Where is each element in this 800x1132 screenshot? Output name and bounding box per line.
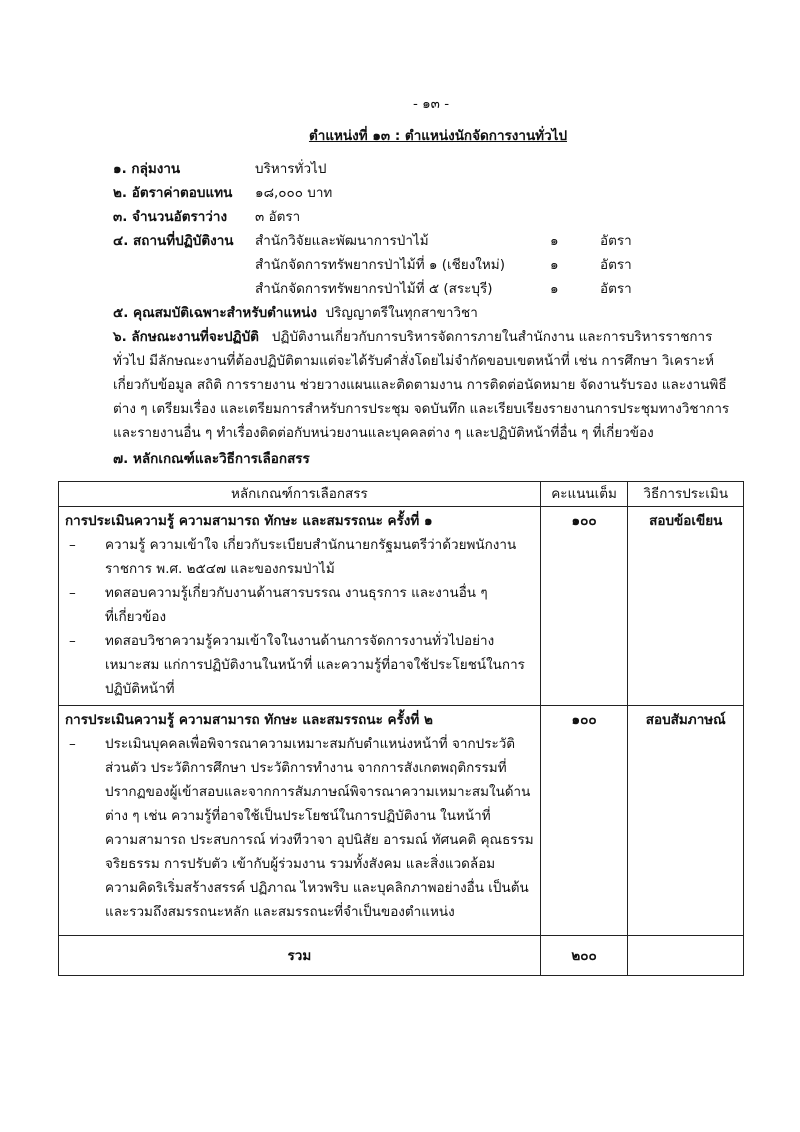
score-cell: ๑๐๐	[540, 706, 628, 936]
bullet-line: ปรากฏของผู้เข้าสอบและจากการสัมภาษณ์พิจารณาความเหมาะสมในด้าน	[105, 784, 531, 800]
method-cell: สอบสัมภาษณ์	[628, 706, 744, 936]
header-method: วิธีการประเมิน	[628, 482, 744, 507]
location-count: ๑	[550, 233, 559, 249]
header-score: คะแนนเต็ม	[540, 482, 628, 507]
pay-label: ๒. อัตราค่าตอบแทน	[113, 185, 233, 201]
dash-marker: –	[69, 633, 76, 649]
bullet-line: ทดสอบความรู้เกี่ยวกับงานด้านสารบรรณ งานธุรการ และงานอื่น ๆ	[105, 585, 488, 601]
group-label: ๑. กลุ่มงาน	[113, 161, 181, 177]
qualification-line	[113, 301, 478, 325]
header-criteria: หลักเกณฑ์การเลือกสรร	[59, 482, 541, 507]
bullet-line: เหมาะสม แก่การปฏิบัติงานในหน้าที่ และความรู้ที่อาจใช้ประโยชน์ในการ	[105, 657, 525, 673]
bullet-line: ส่วนตัว ประวัติการศึกษา ประวัติการทำงาน จากการสังเกตพฤติกรรมที่	[105, 760, 507, 776]
criteria-cell	[59, 507, 541, 706]
dash-marker: –	[69, 537, 76, 553]
location-count: ๑	[550, 257, 559, 273]
table-row	[59, 507, 744, 706]
duty-line	[113, 325, 712, 349]
page-title: ตำแหน่งที่ ๑๓ : ตำแหน่งนักจัดการงานทั่วไป	[308, 128, 568, 144]
vacancy-value: ๓ อัตรา	[255, 209, 301, 225]
total-label: รวม	[59, 936, 541, 976]
bullet-line: และรวมถึงสมรรถนะหลัก และสมรรถนะที่จำเป็นของตำแหน่ง	[105, 904, 455, 920]
total-method-empty	[628, 936, 744, 976]
location-label: ๔. สถานที่ปฏิบัติงาน	[113, 233, 234, 249]
location-unit: อัตรา	[600, 233, 632, 249]
bullet-line: ราชการ พ.ศ. ๒๕๔๗ และของกรมป่าไม้	[105, 561, 335, 577]
table-header-row	[59, 482, 744, 507]
duty-text: ปฏิบัติงานเกี่ยวกับการบริหารจัดการภายในสำนักงาน และการบริหารราชการ	[271, 329, 713, 345]
duty-label: ๖. ลักษณะงานที่จะปฏิบัติ	[113, 329, 259, 345]
bullet-line: ความสามารถ ประสบการณ์ ท่วงทีวาจา อุปนิสัย อารมณ์ ทัศนคติ คุณธรรม	[105, 832, 534, 848]
location-count: ๑	[550, 281, 559, 297]
bullet-line: ต่าง ๆ เช่น ความรู้ที่อาจใช้เป็นประโยชน์ในการปฏิบัติงาน ในหน้าที่	[105, 808, 491, 824]
table-row	[59, 706, 744, 936]
method-cell: สอบข้อเขียน	[628, 507, 744, 706]
location-name: สำนักจัดการทรัพยากรป่าไม้ที่ ๑ (เชียงใหม่)	[255, 257, 505, 273]
location-unit: อัตรา	[600, 257, 632, 273]
duty-text: ต่าง ๆ เตรียมเรื่อง และเตรียมการสำหรับการประชุม จดบันทึก และเรียบเรียงรายงานการประชุมทางวิชาการ	[113, 401, 730, 417]
location-name: สำนักจัดการทรัพยากรป่าไม้ที่ ๕ (สระบุรี)	[255, 281, 493, 297]
group-value: บริหารทั่วไป	[255, 161, 327, 177]
criteria-label: ๗. หลักเกณฑ์และวิธีการเลือกสรร	[113, 451, 310, 467]
bullet-item	[65, 533, 534, 581]
bullet-line: ปฏิบัติหน้าที่	[105, 681, 175, 697]
total-row	[59, 936, 744, 976]
criteria-cell	[59, 706, 541, 936]
dash-marker: –	[69, 736, 76, 752]
bullet-line: ความรู้ ความเข้าใจ เกี่ยวกับระเบียบสำนักนายกรัฐมนตรีว่าด้วยพนักงาน	[105, 537, 517, 553]
qualification-label: ๕. คุณสมบัติเฉพาะสำหรับตำแหน่ง	[113, 305, 317, 321]
bullet-item	[65, 629, 534, 701]
duty-text: และรายงานอื่น ๆ ทำเรื่องติดต่อกับหน่วยงานและบุคคลต่าง ๆ และปฏิบัติหน้าที่อื่น ๆ ที่เกี่ยวข้อง	[113, 425, 654, 441]
bullet-line: ความคิดริเริ่มสร้างสรรค์ ปฏิภาณ ไหวพริบ และบุคลิกภาพอย่างอื่น เป็นต้น	[105, 880, 529, 896]
location-unit: อัตรา	[600, 281, 632, 297]
bullet-line: ทดสอบวิชาความรู้ความเข้าใจในงานด้านการจัดการงานทั่วไปอย่าง	[105, 633, 495, 649]
pay-value: ๑๘,๐๐๐ บาท	[255, 185, 333, 201]
location-name: สำนักวิจัยและพัฒนาการป่าไม้	[255, 233, 429, 249]
page-number: - ๑๓ -	[412, 96, 450, 112]
dash-marker: –	[69, 585, 76, 601]
bullet-line: ประเมินบุคคลเพื่อพิจารณาความเหมาะสมกับตำแหน่งหน้าที่ จากประวัติ	[105, 736, 516, 752]
duty-text: ทั่วไป มีลักษณะงานที่ต้องปฏิบัติตามแต่จะได้รับคำสั่งโดยไม่จำกัดขอบเขตหน้าที่ เช่น การศึกษา วิเคราะห์	[113, 353, 715, 369]
bullet-item	[65, 732, 534, 924]
duty-text: เกี่ยวกับข้อมูล สถิติ การรายงาน ช่วยวางแผนและติดตามงาน การติดต่อนัดหมาย จัดงานรับรอง และงานพิธี	[113, 377, 727, 393]
row-title: การประเมินความรู้ ความสามารถ ทักษะ และสมรรถนะ ครั้งที่ ๑	[65, 513, 433, 529]
vacancy-label: ๓. จำนวนอัตราว่าง	[113, 209, 228, 225]
total-score: ๒๐๐	[540, 936, 628, 976]
criteria-table	[58, 481, 744, 976]
qualification-value: ปริญญาตรีในทุกสาขาวิชา	[325, 305, 478, 321]
bullet-item	[65, 581, 534, 629]
bullet-line: ที่เกี่ยวข้อง	[105, 609, 167, 625]
score-cell: ๑๐๐	[540, 507, 628, 706]
bullet-line: จริยธรรม การปรับตัว เข้ากับผู้ร่วมงาน รวมทั้งสังคม และสิ่งแวดล้อม	[105, 856, 496, 872]
row-title: การประเมินความรู้ ความสามารถ ทักษะ และสมรรถนะ ครั้งที่ ๒	[65, 712, 433, 728]
